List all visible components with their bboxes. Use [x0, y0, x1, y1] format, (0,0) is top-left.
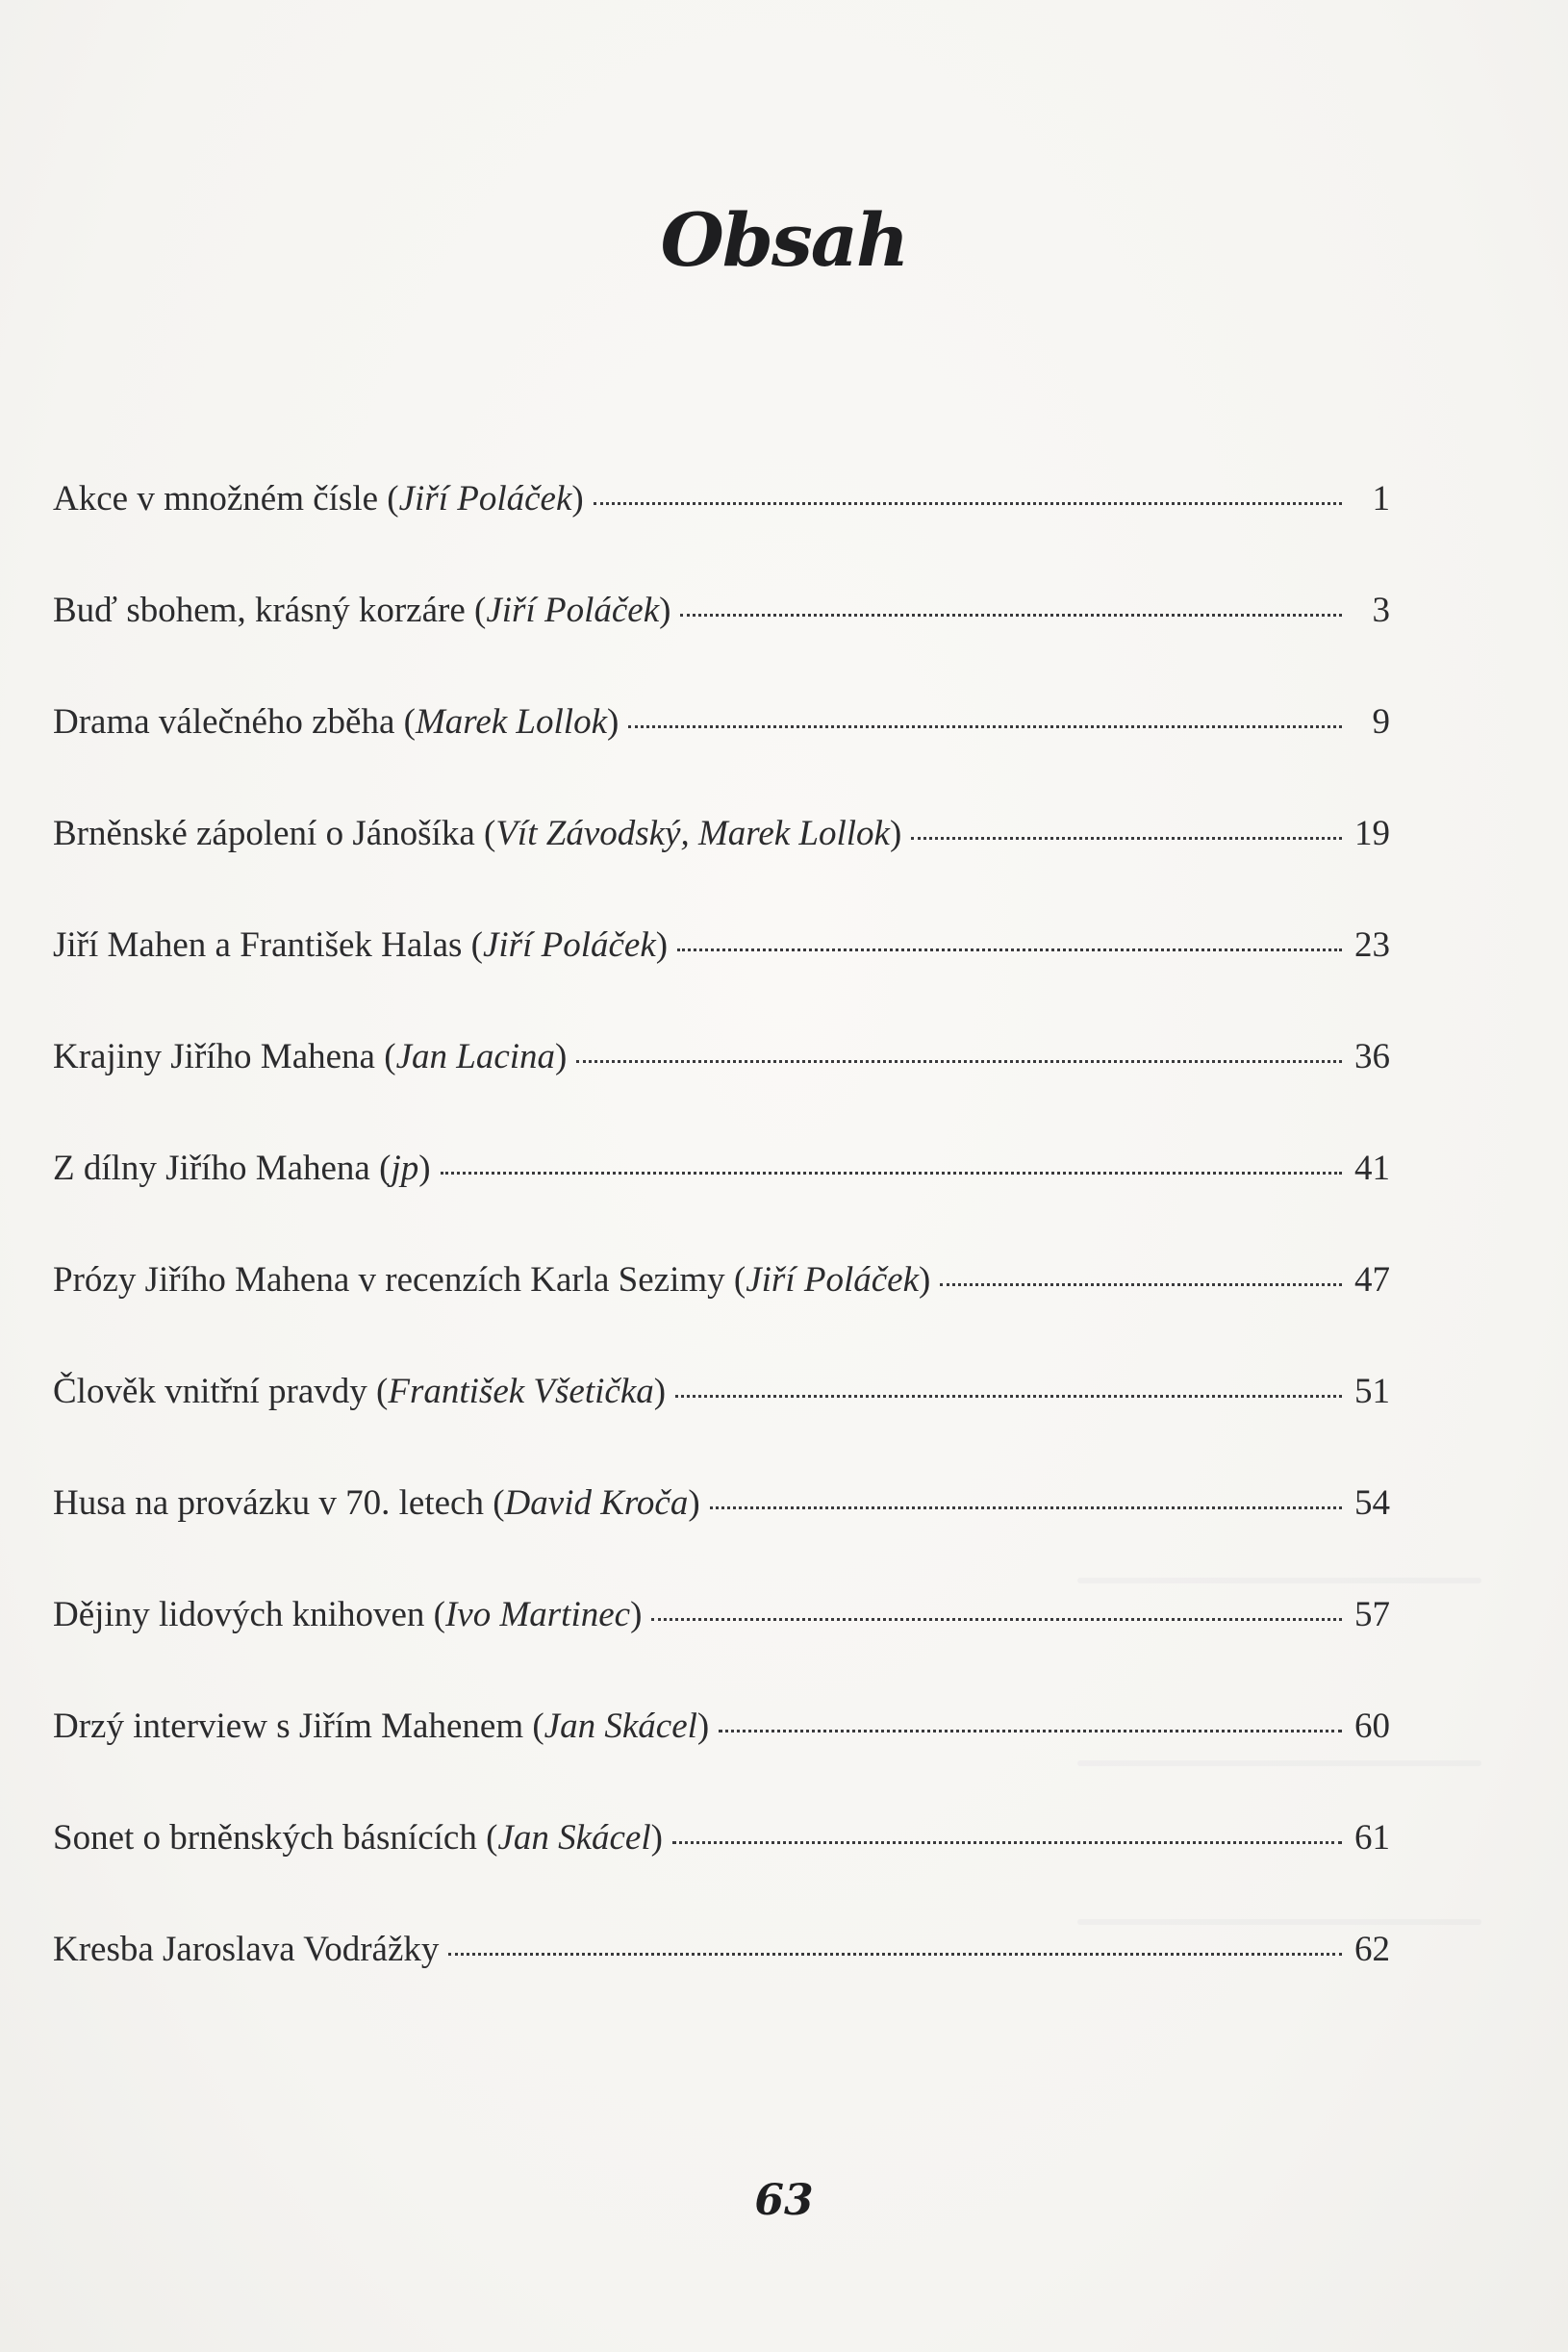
dot-leader	[448, 1953, 1342, 1956]
entry-title: Člověk vnitřní pravdy	[53, 1372, 367, 1411]
dot-leader	[677, 948, 1342, 951]
toc-entry	[53, 1485, 1390, 1597]
toc-entry	[53, 481, 1390, 593]
entry-title: Husa na provázku v 70. letech	[53, 1483, 484, 1523]
entry-title: Buď sbohem, krásný korzáre	[53, 591, 466, 630]
dot-leader	[441, 1172, 1342, 1175]
toc-entry	[53, 1374, 1390, 1485]
entry-author-wrap: (Jan Skácel)	[476, 1818, 663, 1858]
entry-author: Jan Skácel	[497, 1818, 651, 1858]
entry-title: Kresba Jaroslava Vodrážky	[53, 1930, 440, 1969]
page-title: Obsah	[660, 197, 908, 283]
toc-entry	[53, 927, 1390, 1039]
dot-leader	[672, 1841, 1342, 1844]
entry-author: jp	[391, 1149, 419, 1188]
entry-author: Jiří Poláček	[486, 591, 660, 630]
entry-page-number: 19	[1354, 814, 1390, 853]
toc-entry	[53, 816, 1390, 927]
dot-leader	[710, 1506, 1342, 1509]
entry-page-number: 51	[1354, 1372, 1390, 1411]
entry-page-number: 61	[1354, 1818, 1390, 1858]
dot-leader	[675, 1395, 1342, 1398]
entry-author-wrap: (Jiří Poláček)	[724, 1260, 931, 1300]
entry-page-number: 36	[1354, 1037, 1390, 1076]
page-number: 63	[754, 2176, 814, 2225]
entry-author: Jiří Poláček	[398, 479, 572, 518]
entry-author-wrap: (Jan Lacina)	[374, 1037, 568, 1076]
entry-author-wrap: (Jiří Poláček)	[378, 479, 584, 518]
entry-title: Prózy Jiřího Mahena v recenzích Karla Sezimy	[53, 1260, 725, 1300]
toc-entry	[53, 704, 1390, 816]
dot-leader	[911, 837, 1342, 840]
dot-leader	[940, 1283, 1342, 1286]
entry-author: František Všetička	[388, 1372, 654, 1411]
entry-author: Ivo Martinec	[444, 1595, 631, 1634]
entry-page-number: 57	[1354, 1595, 1390, 1634]
toc-entry	[53, 593, 1390, 704]
entry-title: Z dílny Jiřího Mahena	[53, 1149, 370, 1188]
entry-author-wrap: (Vít Závodský, Marek Lollok)	[474, 814, 902, 853]
entry-page-number: 9	[1372, 702, 1390, 742]
entry-page-number: 60	[1354, 1707, 1390, 1746]
toc-entry	[53, 1597, 1390, 1708]
dot-leader	[719, 1730, 1342, 1732]
dot-leader	[680, 614, 1342, 617]
dot-leader	[594, 502, 1342, 505]
entry-title: Drzý interview s Jiřím Mahenem	[53, 1707, 524, 1746]
toc-entry	[53, 1039, 1390, 1151]
entry-page-number: 23	[1354, 925, 1390, 965]
entry-author: Jiří Poláček	[482, 925, 656, 965]
entry-author: Jan Skácel	[544, 1707, 697, 1746]
entry-author-wrap: (Marek Lollok)	[394, 702, 620, 742]
entry-author-wrap: (Jiří Poláček)	[465, 591, 671, 630]
entry-page-number: 41	[1354, 1149, 1390, 1188]
entry-title: Akce v množném čísle	[53, 479, 379, 518]
entry-title: Drama válečného zběha	[53, 702, 395, 742]
entry-author: Jiří Poláček	[746, 1260, 919, 1300]
toc-entry	[53, 1708, 1390, 1820]
entry-title: Brněnské zápolení o Jánošíka	[53, 814, 475, 853]
entry-author-wrap: (Jiří Poláček)	[462, 925, 669, 965]
dot-leader	[651, 1618, 1342, 1621]
entry-page-number: 47	[1354, 1260, 1390, 1300]
entry-author: David Kroča	[504, 1483, 689, 1523]
entry-page-number: 3	[1372, 591, 1390, 630]
entry-author: Jan Lacina	[395, 1037, 556, 1076]
dot-leader	[576, 1060, 1342, 1063]
table-of-contents	[53, 481, 1390, 2043]
entry-author-wrap: (jp)	[369, 1149, 431, 1188]
entry-title: Krajiny Jiřího Mahena	[53, 1037, 375, 1076]
toc-entry	[53, 1151, 1390, 1262]
entry-author: Marek Lollok	[415, 702, 607, 742]
dot-leader	[628, 725, 1342, 728]
entry-page-number: 62	[1354, 1930, 1390, 1969]
entry-author-wrap: (Jan Skácel)	[523, 1707, 710, 1746]
entry-author-wrap: (David Kroča)	[483, 1483, 700, 1523]
entry-title: Dějiny lidových knihoven	[53, 1595, 425, 1634]
toc-entry	[53, 1932, 1390, 2043]
toc-entry	[53, 1262, 1390, 1374]
entry-author: Vít Závodský, Marek Lollok	[495, 814, 890, 853]
entry-title: Jiří Mahen a František Halas	[53, 925, 463, 965]
entry-author-wrap: (Ivo Martinec)	[424, 1595, 643, 1634]
toc-entry	[53, 1820, 1390, 1932]
entry-page-number: 54	[1354, 1483, 1390, 1523]
entry-title: Sonet o brněnských básnících	[53, 1818, 477, 1858]
entry-page-number: 1	[1372, 479, 1390, 518]
entry-author-wrap: (František Všetička)	[367, 1372, 667, 1411]
